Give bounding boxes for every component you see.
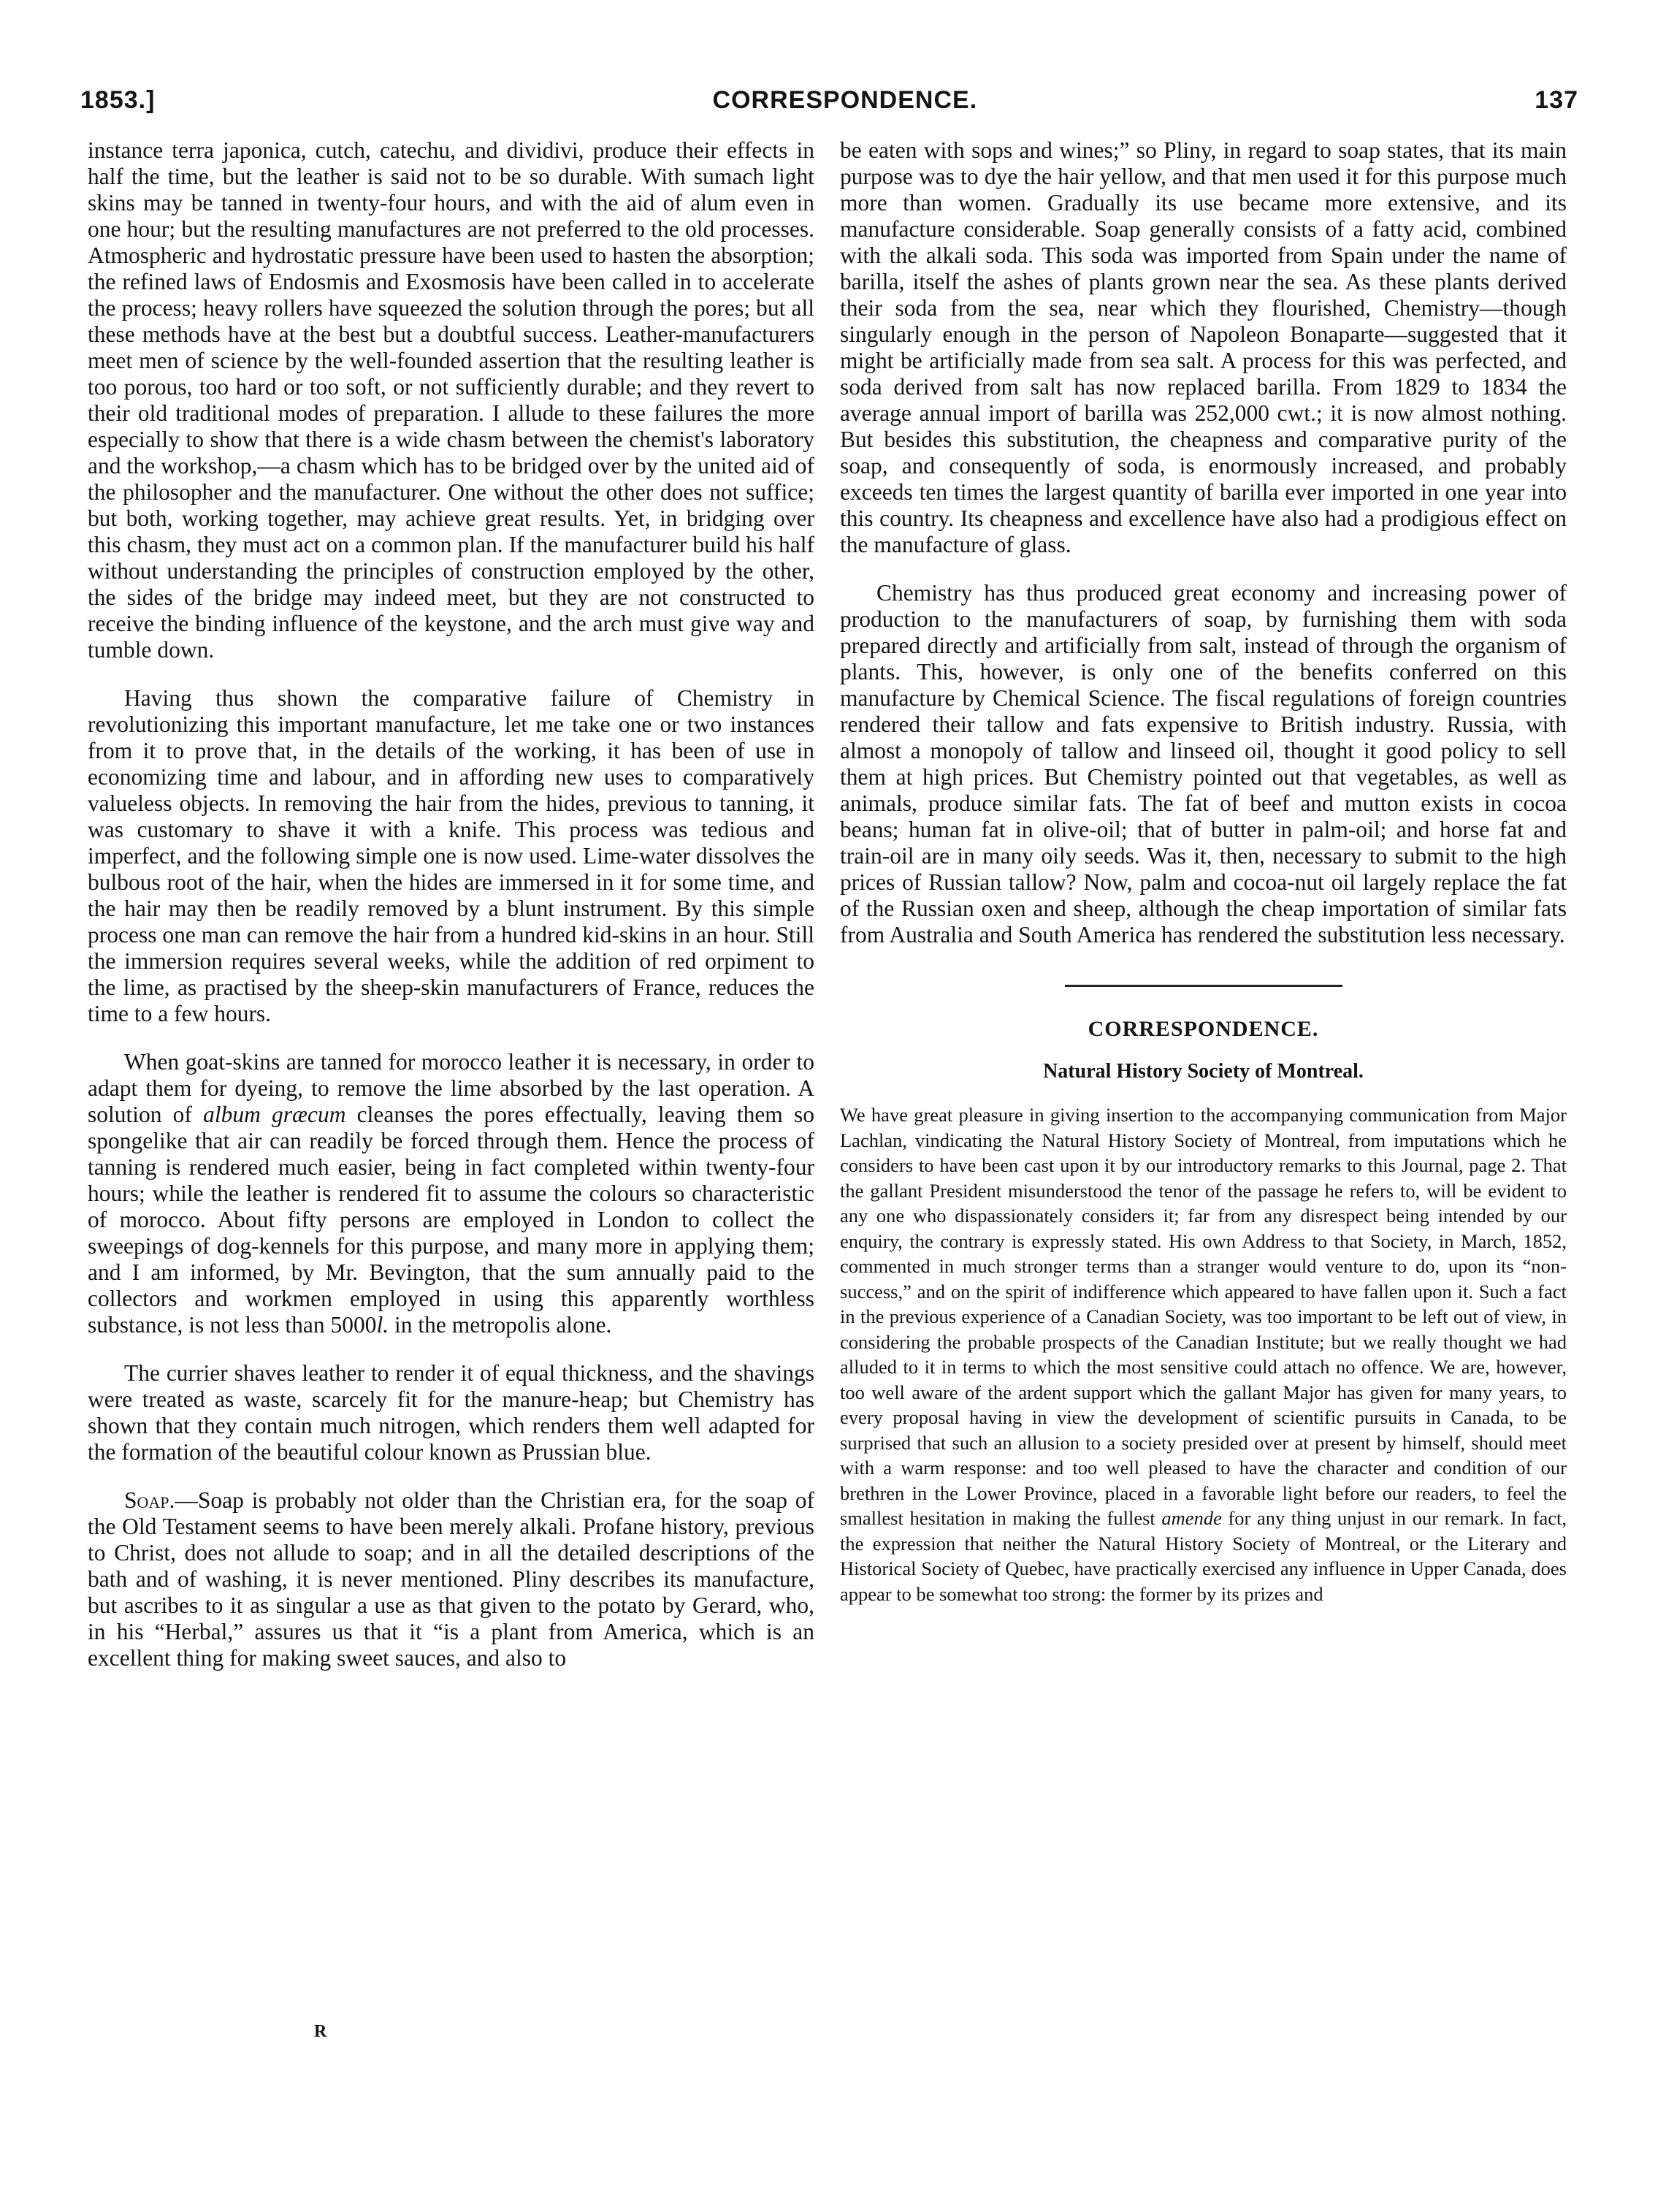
goat-skins-text-c: in the metropolis alone. [389,1312,612,1338]
paragraph-currier: The currier shaves leather to render it of equal thickness, and the shavings were treated as waste, scarcely fit for the manure-heap; but Chemistry has shown that they contain much nitrogen, which renders them well adapted for the formation of the beautiful colour known as Prussian blue. [88,1360,814,1465]
correspondence-text-a: We have great pleasure in giving insertion to the accompanying communication from Major Lachlan, vindicating the Natural History Society of Montreal, from imputations which he considers to have been cast upon it by our introductory remarks to this Journal, page 2. That the gallant President misunderstood the tenor of the passage he refers to, will be evident to any one who dispassionately considers it; far from any disrespect being intended by our enquiry, the contrary is expressly stated. His own Address to that Society, in March, 1852, commented in much stronger terms than a stranger would venture to do, upon its “non-success,” and on the spirit of indifference which appeared to have fallen upon it. Such a fact in the previous experience of a Canadian Society, was too important to be left out of view, in considering the probable prospects of the Canadian Institute; but we really thought we had alluded to it in terms to which the most sensitive could attach no offence. We are, however, too well aware of the ardent support which the gallant Major has given for many years, to every proposal having in view the development of scientific pursuits in Canada, to be surprised that such an allusion to a society presided over at present by himself, should meet with a warm response: and too well pleased to have the character and condition of our brethren in the Lower Province, placed in a favorable light before our readers, to feel the smallest hesitation in making the fullest [840,1104,1567,1529]
soap-lead-in: Soap. [124,1487,175,1513]
paragraph-goat-skins [88,1049,814,1338]
section-divider [1065,985,1342,987]
signature-mark: R [314,2022,327,2041]
right-column [840,137,1567,1628]
goat-skins-text-a: When goat-skins are tanned for morocco leather it is necessary, in order to adapt them for dyeing, to remove the lime absorbed by the last operation. A solution of [88,1049,814,1127]
amende-term: amende [1161,1507,1222,1529]
paragraph-soap [88,1487,814,1671]
correspondence-text-b: for any thing unjust in our remark. In fact, the expression that neither the Natural History Society of Montreal, or the Literary and Historical Society of Quebec, have practically exercised any influence in Upper Canada, does appear to be somewhat too strong: the former by its prizes and [840,1507,1567,1605]
correspondence-subheading: Natural History Society of Montreal. [1043,1060,1364,1083]
goat-skins-text-b: cleanses the pores effectually, leaving them so spongelike that air can readily be forced through them. Hence the process of tanning is rendered much easier, being in fact completed within twenty-four hours; while the leather is rendered fit to assume the colours so characteristic of morocco. About fifty persons are employed in London to collect the sweepings of dog-kennels for this purpose, and many more in applying them; and I am informed, by Mr. Bevington, that the sum annually paid to the collectors and workmen employed in using this apparently worthless substance, is not less than 5000 [88,1102,814,1338]
correspondence-heading: CORRESPONDENCE. [1088,1017,1319,1041]
paragraph-tanning-methods: instance terra japonica, cutch, catechu, and dividivi, produce their effects in half the time, but the leather is said not to be so durable. With sumach light skins may be tanned in twenty-four hours, and with the aid of alum even in one hour; but the resulting manufactures are not preferred to the old processes. Atmospheric and hydrostatic pressure have been used to hasten the absorption; the refined laws of Endosmis and Exosmosis have been called in to accelerate the process; heavy rollers have squeezed the solution through the pores; but all these methods have at the best but a doubtful success. Leather-manufacturers meet men of science by the well-founded assertion that the resulting leather is too porous, too hard or too soft, or not sufficiently durable; and they revert to their old traditional modes of preparation. I allude to these failures the more especially to show that there is a wide chasm between the chemist's laboratory and the workshop,—a chasm which has to be bridged over by the united aid of the philosopher and the manufacturer. One without the other does not suffice; but both, working together, may achieve great results. Yet, in bridging over this chasm, they must act on a common plan. If the manufacturer build his half without understanding the principles of construction employed by the other, the sides of the bridge may indeed meet, but they are not constructed to receive the binding influence of the keystone, and the arch must give way and tumble down. [88,137,814,663]
paragraph-pliny-soap: be eaten with sops and wines;” so Pliny, in regard to soap states, that its main purpose was to dye the hair yellow, and that men used it for this purpose much more than women. Gradually its use became more extensive, and its manufacture considerable. Soap generally consists of a fatty acid, combined with the alkali soda. This soda was imported from Spain under the name of barilla, itself the ashes of plants grown near the sea. As these plants derived their soda from the sea, near which they flourished, Chemistry—though singularly enough in the person of Napoleon Bonaparte—suggested that it might be artificially made from sea salt. A process for this was perfected, and soda derived from salt has now replaced barilla. From 1829 to 1834 the average annual import of barilla was 252,000 cwt.; it is now almost nothing. But besides this substitution, the cheapness and comparative purity of the soap, and consequently of soda, is enormously increased, and probably exceeds ten times the largest quantity of barilla ever imported in one year into this country. Its cheapness and excellence have also had a prodigious effect on the manufacture of glass. [840,137,1567,557]
left-column [88,137,814,1693]
header-title: CORRESPONDENCE. [712,86,978,114]
soap-text: —Soap is probably not older than the Christian era, for the soap of the Old Testament seems to have been merely alkali. Profane history, previous to Christ, does not allude to soap; and in all the detailed descriptions of the bath and of washing, it is never mentioned. Pliny describes its manufacture, but ascribes to it as singular a use as that given to the potato by Gerard, who, in his “Herbal,” assures us that it “is a plant from America, which is an excellent thing for making sweet sauces, and also to [88,1487,814,1671]
header-year: 1853.] [80,86,156,114]
paragraph-correspondence [840,1102,1567,1606]
paragraph-chemistry-economy: Chemistry has thus produced great economy and increasing power of production to the manufacturers of soap, by furnishing them with soda prepared directly and artificially from salt, instead of through the organism of plants. This, however, is only one of the benefits conferred on this manufacture by Chemical Science. The fiscal regulations of foreign countries rendered their tallow and fats expensive to British industry. Russia, with almost a monopoly of tallow and linseed oil, thought it good policy to sell them at high prices. But Chemistry pointed out that vegetables, as well as animals, produce similar fats. The fat of beef and mutton exists in cocoa beans; human fat in olive-oil; that of butter in palm-oil; and horse fat and train-oil are in many oily seeds. Was it, then, necessary to submit to the high prices of Russian tallow? Now, palm and cocoa-nut oil largely replace the fat of the Russian oxen and sheep, although the cheap importation of similar fats from Australia and South America has rendered the substitution less necessary. [840,580,1567,947]
album-graecum-term: album græcum [203,1102,346,1127]
page-number: 137 [1535,86,1578,114]
running-head [80,86,1578,130]
paragraph-hair-removal: Having thus shown the comparative failure of Chemistry in revolutionizing this important manufacture, let me take one or two instances from it to prove that, in the details of the working, it has been of use in economizing time and labour, and in affording new uses to comparatively valueless objects. In removing the hair from the hides, previous to tanning, it was customary to shave it with a knife. This process was tedious and imperfect, and the following simple one is now used. Lime-water dissolves the bulbous root of the hair, when the hides are immersed in it for some time, and the hair may then be readily removed by a blunt instrument. By this simple process one man can remove the hair from a hundred kid-skins in an hour. Still the immersion requires several weeks, while the addition of red orpiment to the lime, as practised by the sheep-skin manufacturers of France, reduces the time to a few hours. [88,685,814,1026]
pounds-symbol: l. [376,1312,389,1338]
